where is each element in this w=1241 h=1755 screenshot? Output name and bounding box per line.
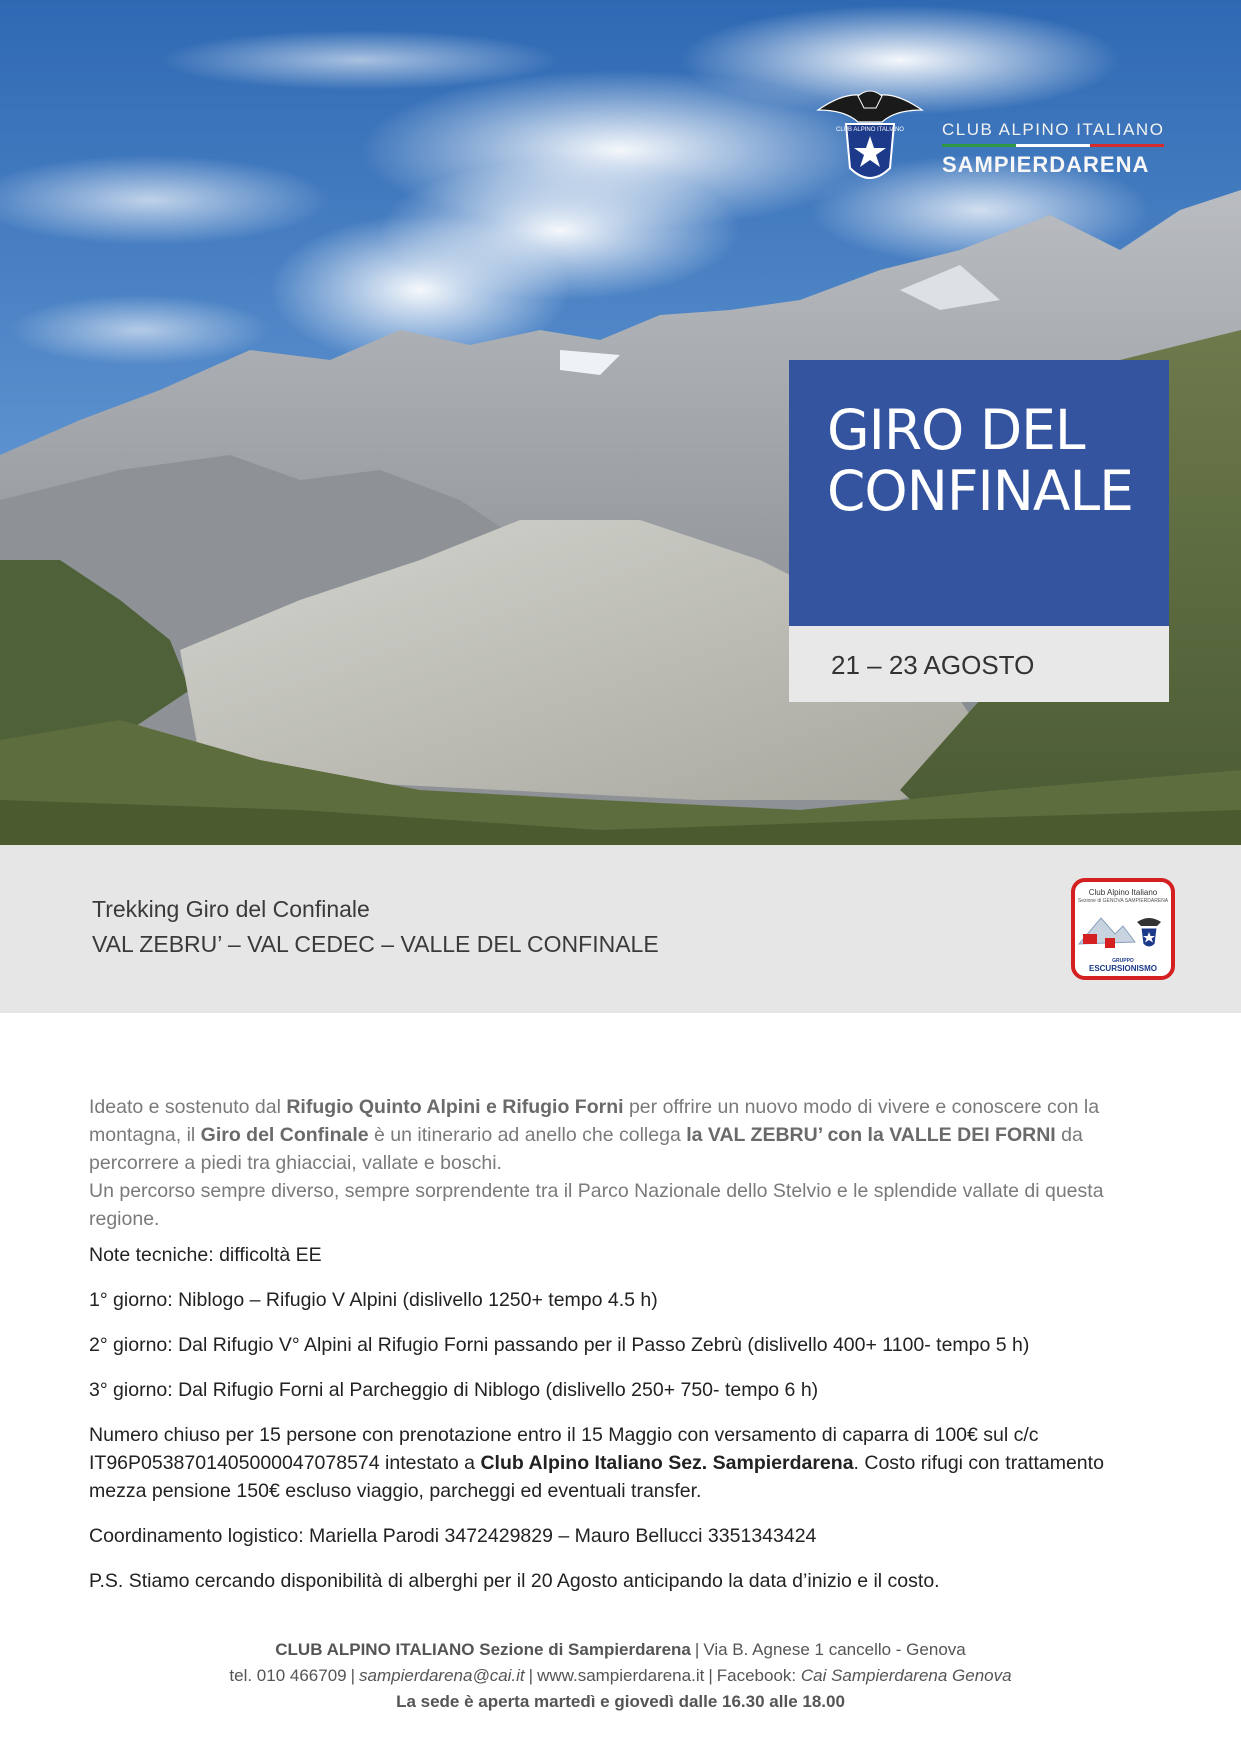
day-3: 3° giorno: Dal Rifugio Forni al Parcheggio di Niblogo (dislivello 250+ 750- tempo 6 h) xyxy=(89,1379,819,1401)
footer-address-line: CLUB ALPINO ITALIANO Sezione di Sampierdarena | Via B. Agnese 1 cancello - Genova xyxy=(275,1640,966,1659)
svg-text:CLUB ALPINO ITALIANO: CLUB ALPINO ITALIANO xyxy=(836,127,904,133)
logo-section-name: SAMPIERDARENA xyxy=(942,152,1150,177)
cai-eagle-shield-icon xyxy=(810,88,930,198)
trek-valleys: VAL ZEBRU’ – VAL CEDEC – VALLE DEL CONFINALE xyxy=(92,931,659,957)
footer-website[interactable]: www.sampierdarena.it xyxy=(537,1666,705,1685)
footer-email[interactable]: sampierdarena@cai.it xyxy=(359,1666,525,1685)
logistics-coordinators: Coordinamento logistico: Mariella Parodi 3472429829 – Mauro Bellucci 3351343424 xyxy=(89,1525,817,1547)
event-date-box xyxy=(789,626,1169,702)
logo-org-name: CLUB ALPINO ITALIANO xyxy=(942,120,1165,139)
trek-name: Trekking Giro del Confinale xyxy=(92,896,370,922)
hero-photo xyxy=(0,0,1241,845)
footer-opening-hours: La sede è aperta martedì e giovedì dalle 16.30 alle 18.00 xyxy=(396,1692,845,1711)
cai-sampierdarena-logo xyxy=(810,88,1170,198)
footer xyxy=(0,1637,1241,1715)
footer-facebook[interactable]: Cai Sampierdarena Genova xyxy=(800,1666,1012,1685)
footer-phone: tel. 010 466709 xyxy=(229,1666,347,1685)
event-description xyxy=(89,1093,1159,1595)
day-2: 2° giorno: Dal Rifugio V° Alpini al Rifugio Forni passando per il Passo Zebrù (dislivello 400+ 1100- tempo 5 h) xyxy=(89,1334,1030,1356)
italian-flag-bar xyxy=(942,144,1164,147)
technical-notes: Note tecniche: difficoltà EE xyxy=(89,1244,322,1266)
day-1: 1° giorno: Niblogo – Rifugio V Alpini (dislivello 1250+ tempo 4.5 h) xyxy=(89,1289,658,1311)
intro-paragraph-2: Un percorso sempre diverso, sempre sorprendente tra il Parco Nazionale dello Stelvio e le splendide vallate di questa regione. xyxy=(89,1180,1104,1230)
postscript: P.S. Stiamo cercando disponibilità di alberghi per il 20 Agosto anticipando la data d’inizio e il costo. xyxy=(89,1570,940,1592)
gruppo-escursionismo-badge: Club Alpino Italiano Sezione di GENOVA SAMPIERDARENA GRUPPO ESCURSIONISMO xyxy=(1071,878,1175,980)
footer-contacts-line: tel. 010 466709 | sampierdarena@cai.it | www.sampierdarena.it | Facebook: Cai Sampierdarena Genova xyxy=(229,1666,1012,1685)
booking-info: Numero chiuso per 15 persone con prenotazione entro il 15 Maggio con versamento di caparra di 100€ sul c/c IT96P0538701405000047078574 intestato a Club Alpino Italiano Sez. Sampierdarena. Costo rifugi con trattamento mezza pensione 150€ escluso viaggio, parcheggi ed eventuali transfer. xyxy=(89,1424,1104,1502)
event-title-box xyxy=(789,360,1169,626)
mountain-flag-icon xyxy=(1075,904,1171,954)
subtitle-band xyxy=(0,845,1241,1013)
event-date: 21 – 23 AGOSTO xyxy=(831,650,1035,680)
event-title: GIRO DEL CONFINALE xyxy=(827,398,1133,523)
intro-paragraph: Ideato e sostenuto dal Rifugio Quinto Alpini e Rifugio Forni per offrire un nuovo modo di vivere e conoscere con la montagna, il Giro del Confinale è un itinerario ad anello che collega la VAL ZEBRU’ con la VALLE DEI FORNI da percorrere a piedi tra ghiacciai, vallate e boschi. xyxy=(89,1096,1100,1174)
